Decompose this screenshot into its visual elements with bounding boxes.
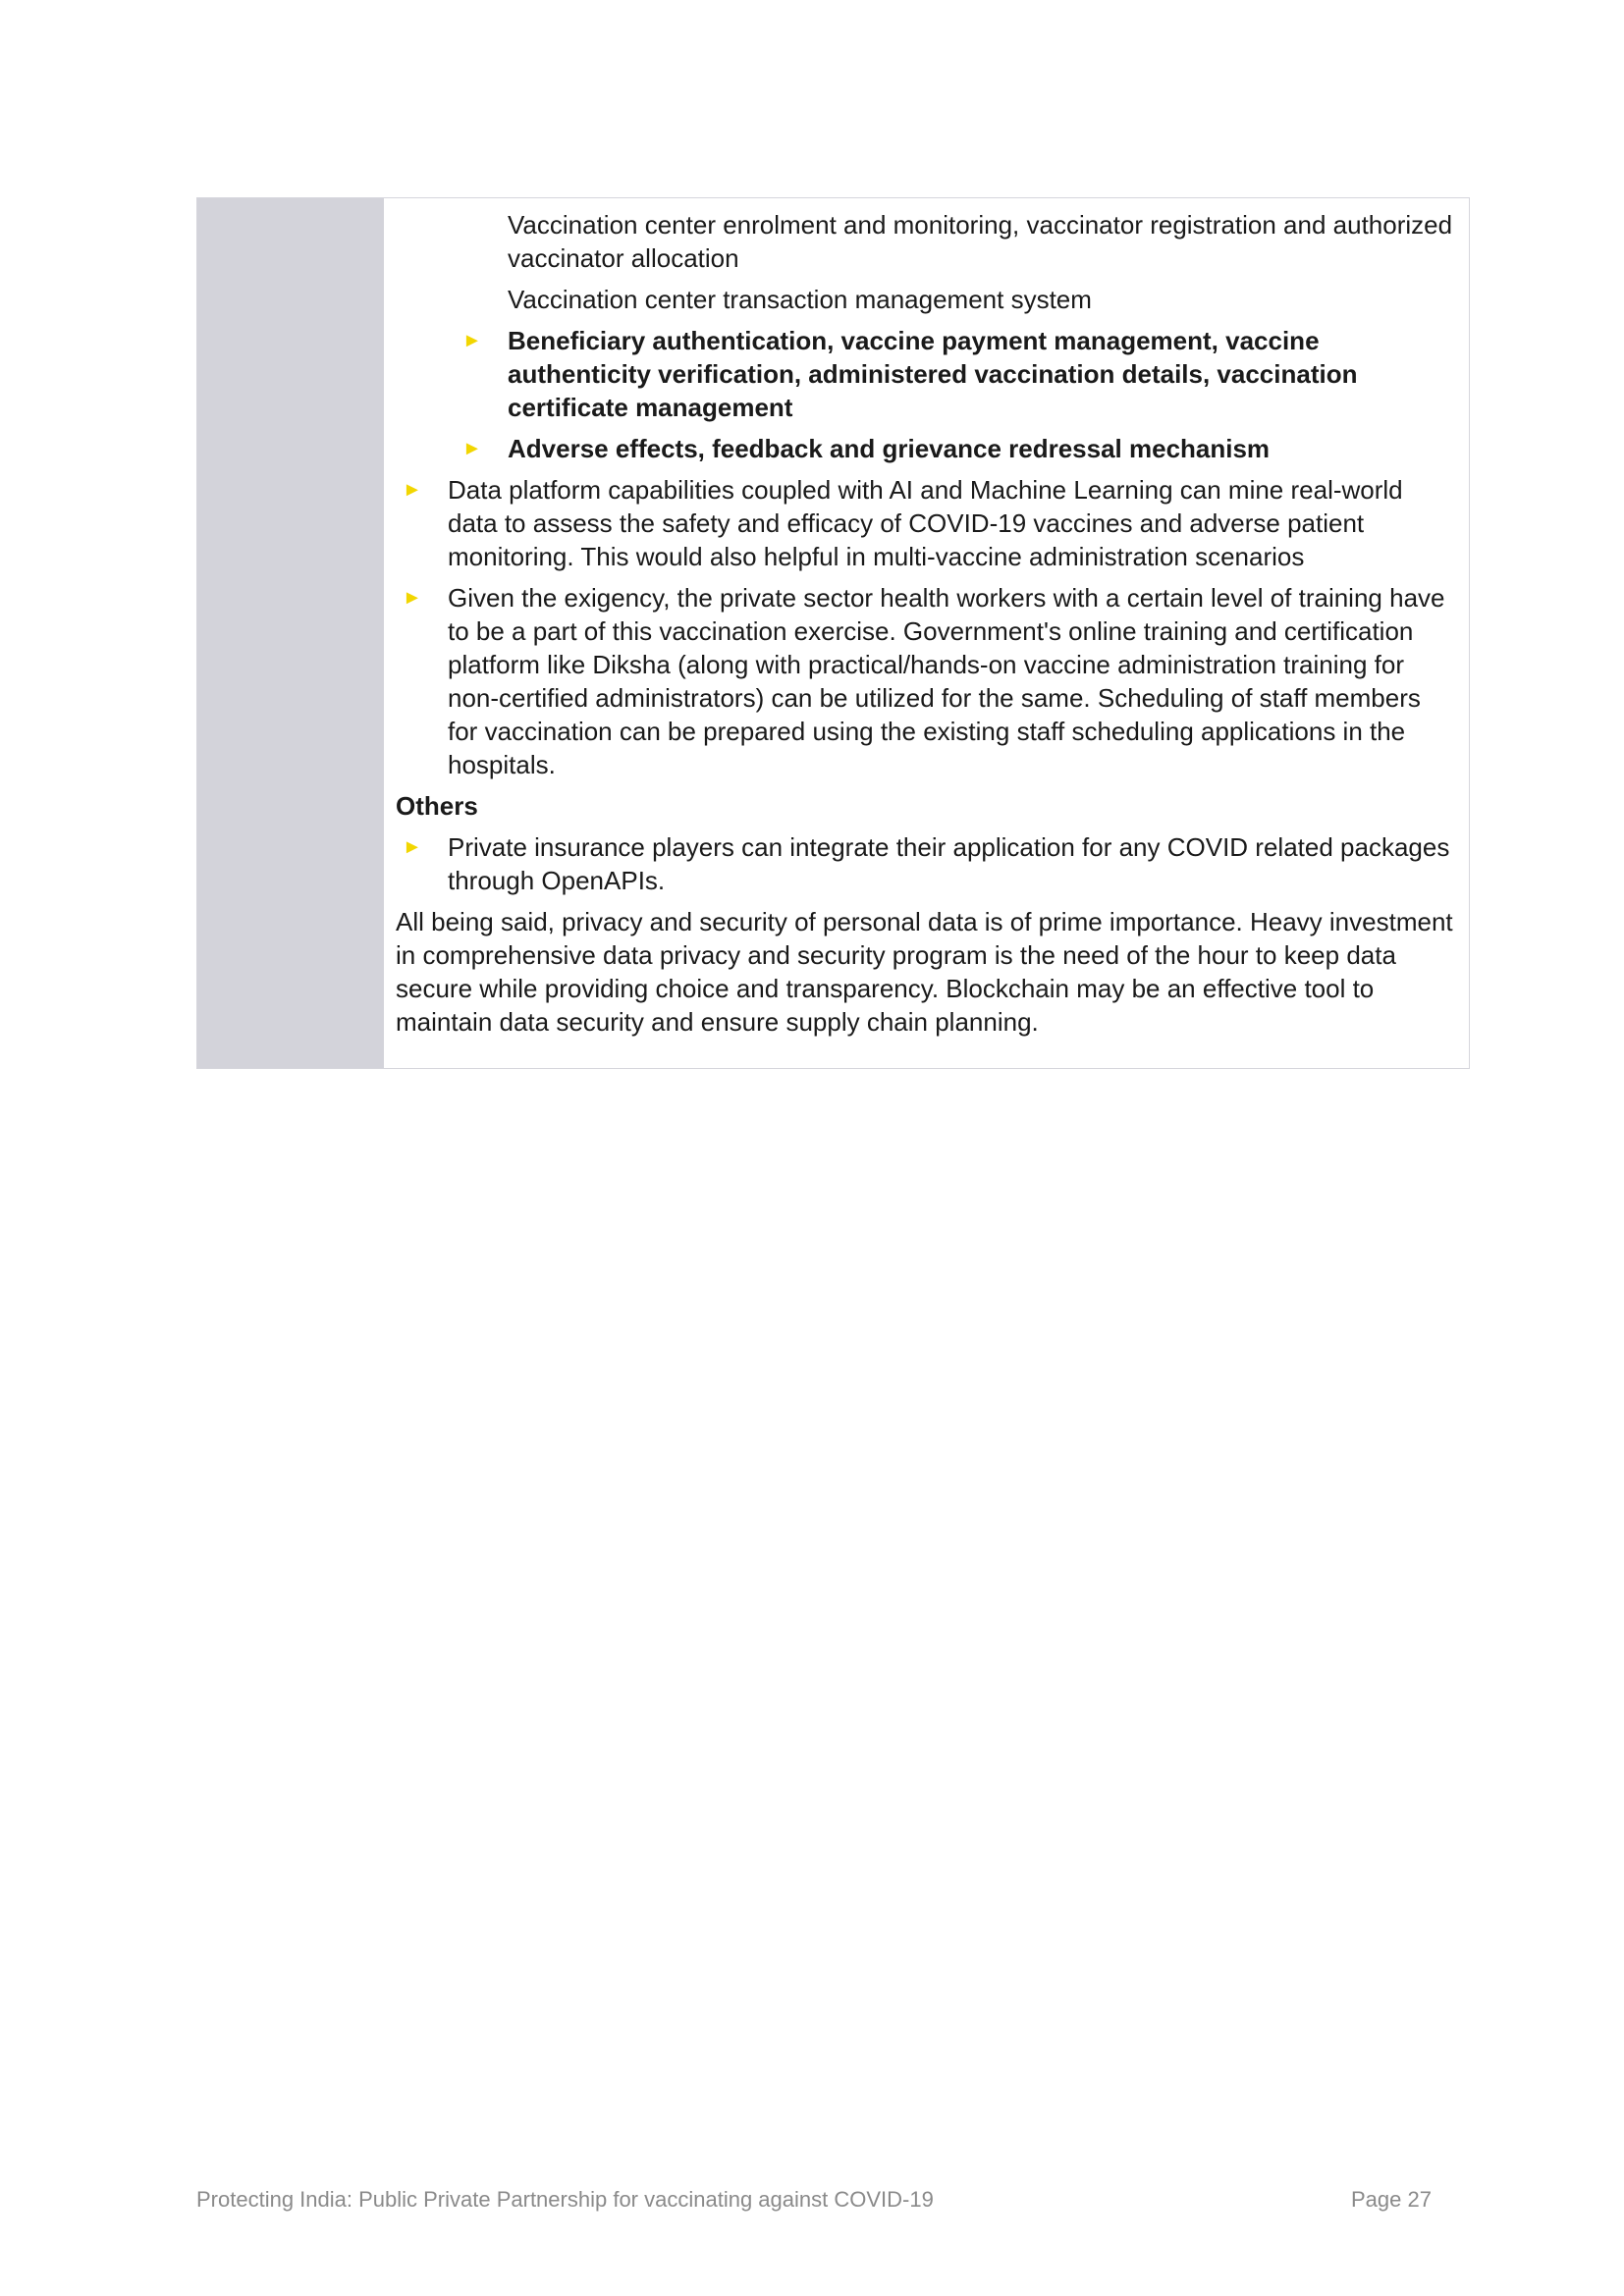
- bullet-item: [396, 830, 1457, 897]
- page-number: Page 27: [1351, 2187, 1432, 2212]
- triangle-right-icon: ►: [403, 479, 422, 501]
- sub-bullet-item: [396, 324, 1457, 424]
- triangle-right-icon: ►: [462, 438, 482, 459]
- triangle-right-icon: ►: [462, 330, 482, 351]
- sub-bullet-item: [396, 432, 1457, 465]
- bullet-item: [396, 581, 1457, 781]
- bullet-text: Data platform capabilities coupled with AI and Machine Learning can mine real-world data to assess the safety and efficacy of COVID-19 vaccines and adverse patient monitoring. This would also helpful in multi-vaccine administration scenarios: [448, 475, 1403, 571]
- sub-bullet-text: Beneficiary authentication, vaccine payment management, vaccine authenticity verification, administered vaccination details, vaccination certificate management: [508, 326, 1358, 422]
- sub-item-text: Vaccination center enrolment and monitoring, vaccinator registration and authorized vaccinator allocation: [508, 210, 1453, 273]
- triangle-right-icon: ►: [403, 587, 422, 609]
- closing-paragraph: All being said, privacy and security of personal data is of prime importance. Heavy investment in comprehensive data privacy and security program is the need of the hour to keep data secure while providing choice and transparency. Blockchain may be an effective tool to maintain data security and ensure supply chain planning.: [396, 907, 1453, 1037]
- sub-item-text: Vaccination center transaction management system: [508, 285, 1092, 314]
- footer-title: Protecting India: Public Private Partnership for vaccinating against COVID-19: [196, 2187, 934, 2212]
- sub-bullet-text: Adverse effects, feedback and grievance redressal mechanism: [508, 434, 1271, 463]
- panel-body: [384, 198, 1469, 1068]
- side-panel: [197, 198, 384, 1068]
- bullet-text: Given the exigency, the private sector health workers with a certain level of training have to be a part of this vaccination exercise. Government's online training and certification platform like Diksha (along with practical/hands-on vaccine administration training for non-certified administrators) can be utilized for the same. Scheduling of staff members for vaccination can be prepared using the existing staff scheduling applications in the hospitals.: [448, 583, 1445, 779]
- bullet-text: Private insurance players can integrate their application for any COVID related packages through OpenAPIs.: [448, 832, 1450, 895]
- triangle-right-icon: ►: [403, 836, 422, 858]
- content-panel: [196, 197, 1470, 1069]
- bullet-item: [396, 473, 1457, 573]
- section-heading: Others: [396, 791, 478, 821]
